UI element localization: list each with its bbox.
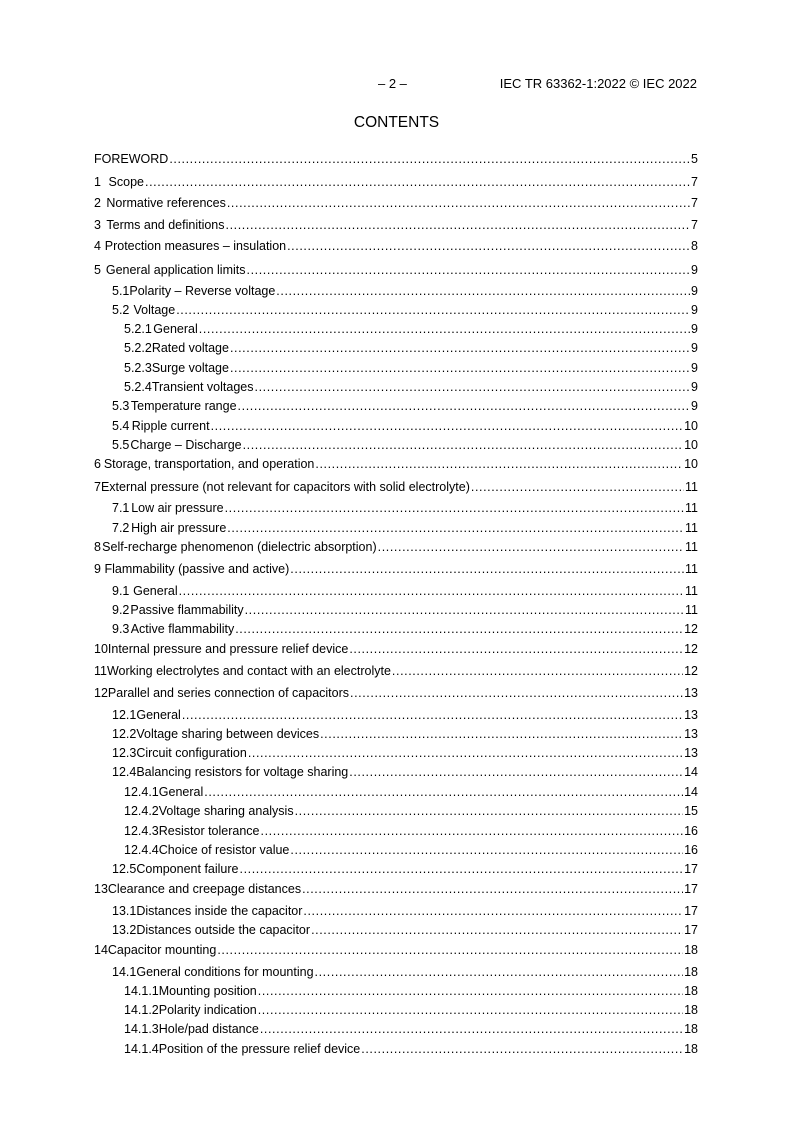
toc-dot-leader [471,480,684,494]
toc-entry[interactable] [94,559,698,576]
toc-entry-page: 10 [684,419,698,433]
toc-dot-leader [287,239,690,253]
toc-entry-page: 16 [684,843,698,857]
toc-entry[interactable] [94,358,698,375]
toc-dot-leader [211,419,684,433]
toc-entry-number: 7.1 [112,501,130,515]
toc-entry-page: 7 [691,175,698,189]
toc-entry-label: General conditions for mounting [136,965,314,979]
toc-entry-page: 12 [684,622,698,636]
toc-entry-number: 14.1.2 [124,1003,159,1017]
toc-entry-label: Component failure [136,862,239,876]
toc-entry[interactable] [94,193,698,210]
toc-dot-leader [378,540,684,554]
toc-entry[interactable] [94,743,698,760]
toc-entry-number: 5.2.4 [124,380,152,394]
toc-entry[interactable] [94,920,698,937]
toc-dot-leader [204,785,683,799]
toc-entry-page: 13 [684,746,698,760]
toc-entry-label: Polarity indication [158,1003,257,1017]
toc-dot-leader [145,175,690,189]
toc-dot-leader [248,746,683,760]
toc-dot-leader [245,603,684,617]
toc-entry[interactable] [94,683,698,700]
toc-entry-page: 18 [684,965,698,979]
toc-entry-page: 18 [684,1003,698,1017]
toc-entry-page: 17 [684,882,698,896]
toc-entry-label: Circuit configuration [136,746,247,760]
toc-entry-page: 18 [684,984,698,998]
toc-entry-number: 12.1 [112,708,137,722]
toc-entry-label: Polarity – Reverse voltage [129,284,276,298]
toc-entry-label: General [136,708,181,722]
toc-entry-label: Transient voltages [151,380,254,394]
toc-dot-leader [247,263,691,277]
toc-entry-number: 9.2 [112,603,130,617]
toc-entry[interactable] [94,619,698,636]
toc-entry-label: Resistor tolerance [158,824,260,838]
toc-entry-number: 11 [94,664,107,678]
toc-dot-leader [258,984,683,998]
toc-dot-leader [315,965,684,979]
toc-entry-page: 5 [691,152,698,166]
toc-entry-page: 17 [684,904,698,918]
toc-entry-label: Surge voltage [151,361,229,375]
toc-entry-label: Self-recharge phenomenon (dielectric absorption) [102,540,377,554]
toc-dot-leader [361,1042,683,1056]
toc-entry[interactable] [94,172,698,189]
toc-entry[interactable] [94,962,698,979]
toc-entry[interactable] [94,762,698,779]
toc-entry-label: Normative references [106,196,226,210]
toc-entry-label: General application limits [105,263,246,277]
toc-dot-leader [260,1022,683,1036]
toc-entry-page: 11 [685,540,698,554]
toc-entry-page: 11 [685,562,698,576]
toc-entry-label: Distances inside the capacitor [136,904,303,918]
toc-entry-number: 12.4.4 [124,843,159,857]
toc-dot-leader [350,686,683,700]
toc-entry[interactable] [94,281,698,298]
toc-dot-leader [276,284,690,298]
toc-entry-label: Voltage sharing analysis [158,804,294,818]
toc-dot-leader [227,196,690,210]
toc-dot-leader [255,380,691,394]
toc-entry[interactable] [94,724,698,741]
toc-entry[interactable] [94,537,698,554]
toc-entry-number: 9 [94,562,101,576]
toc-entry-page: 7 [691,196,698,210]
toc-entry-label: Protection measures – insulation [104,239,287,253]
toc-entry-number: 5.2.3 [124,361,152,375]
toc-dot-leader [199,322,690,336]
toc-entry-number: 4 [94,239,101,253]
toc-dot-leader [238,399,691,413]
toc-entry-label: Distances outside the capacitor [136,923,311,937]
toc-entry[interactable] [94,600,698,617]
toc-entry-page: 10 [684,457,698,471]
toc-entry-number: 14.1.4 [124,1042,159,1056]
toc-dot-leader [169,152,690,166]
toc-entry-page: 9 [691,303,698,317]
toc-entry-number: 10 [94,642,108,656]
toc-entry[interactable] [94,319,698,336]
toc-dot-leader [320,727,683,741]
toc-dot-leader [311,923,683,937]
toc-entry[interactable] [94,801,698,818]
toc-entry-number: 14.1.3 [124,1022,159,1036]
toc-entry-number: 5.4 [112,419,130,433]
toc-entry-label: Flammability (passive and active) [104,562,290,576]
toc-entry-number: 8 [94,540,101,554]
toc-entry-page: 9 [691,263,698,277]
toc-entry[interactable] [94,518,698,535]
toc-entry-number: 12.3 [112,746,137,760]
toc-entry-page: 9 [691,361,698,375]
toc-entry-label: External pressure (not relevant for capacitors with solid electrolyte) [100,480,470,494]
toc-entry-label: Passive flammability [130,603,244,617]
toc-dot-leader [230,341,690,355]
toc-entry-number: 12 [94,686,108,700]
toc-dot-leader [225,501,684,515]
toc-entry[interactable] [94,661,698,678]
toc-entry-number: 3 [94,218,101,232]
toc-dot-leader [258,1003,683,1017]
toc-entry-number: 5.1 [112,284,130,298]
toc-entry[interactable] [94,581,698,598]
toc-entry-label: Low air pressure [131,501,224,515]
toc-entry-number: 5.5 [112,438,130,452]
toc-entry-number: 13.2 [112,923,137,937]
toc-dot-leader [315,457,683,471]
toc-entry-label: General [153,322,198,336]
toc-entry-label: Terms and definitions [106,218,225,232]
toc-dot-leader [240,862,684,876]
toc-entry[interactable] [94,338,698,355]
toc-entry-label: Rated voltage [151,341,229,355]
toc-entry[interactable] [94,215,698,232]
toc-entry-label: Mounting position [158,984,257,998]
toc-dot-leader [392,664,683,678]
toc-entry-page: 13 [684,727,698,741]
toc-entry-label: Working electrolytes and contact with an electrolyte [106,664,391,678]
toc-entry-label: Parallel and series connection of capacitors [107,686,350,700]
toc-entry[interactable] [94,901,698,918]
toc-entry-page: 12 [684,664,698,678]
toc-entry-page: 16 [684,824,698,838]
toc-entry-number: 14 [94,943,108,957]
toc-entry-label: General [158,785,204,799]
toc-entry[interactable] [94,782,698,799]
toc-dot-leader [243,438,684,452]
toc-entry-number: 5.2.2 [124,341,152,355]
toc-entry-number: 5.3 [112,399,130,413]
toc-dot-leader [226,218,691,232]
toc-entry-number: 9.3 [112,622,130,636]
toc-entry-number: 12.5 [112,862,137,876]
toc-entry[interactable] [94,454,698,471]
toc-entry-label: Ripple current [131,419,210,433]
toc-entry-number: 7.2 [112,521,130,535]
toc-entry-label: Charge – Discharge [130,438,242,452]
toc-entry-number: 2 [94,196,101,210]
toc-entry-page: 11 [685,521,698,535]
toc-entry-page: 11 [685,584,698,598]
toc-entry-number: 6 [94,457,101,471]
toc-entry-number: 12.4.3 [124,824,159,838]
toc-entry-label: Voltage [133,303,176,317]
toc-dot-leader [235,622,683,636]
toc-entry-label: Clearance and creepage distances [107,882,302,896]
toc-entry-label: General [133,584,178,598]
toc-entry-number: 1 [94,175,101,189]
toc-entry[interactable] [94,705,698,722]
toc-entry-number: 5.2 [112,303,130,317]
toc-entry-page: 8 [691,239,698,253]
toc-entry-number: 13.1 [112,904,137,918]
toc-entry[interactable] [94,821,698,838]
toc-dot-leader [302,882,683,896]
toc-entry-page: 14 [684,765,698,779]
toc-entry[interactable] [94,260,698,277]
toc-entry[interactable] [94,149,698,166]
page-number: – 2 – [378,76,407,91]
standard-reference: IEC TR 63362-1:2022 © IEC 2022 [499,76,697,91]
toc-entry-label: High air pressure [131,521,227,535]
toc-entry[interactable] [94,236,698,253]
toc-entry-number: 14.1.1 [124,984,159,998]
toc-entry-label: Active flammability [130,622,235,636]
toc-entry-page: 17 [684,862,698,876]
toc-dot-leader [227,521,684,535]
toc-entry-page: 9 [691,380,698,394]
toc-entry-label: Voltage sharing between devices [136,727,320,741]
toc-entry-page: 9 [691,341,698,355]
toc-entry[interactable] [94,940,698,957]
toc-entry-label: FOREWORD [94,152,169,166]
toc-entry-page: 13 [684,686,698,700]
toc-dot-leader [176,303,690,317]
toc-entry-number: 12.4.1 [124,785,159,799]
toc-entry-page: 11 [685,501,698,515]
toc-dot-leader [182,708,683,722]
toc-entry[interactable] [94,416,698,433]
toc-dot-leader [179,584,684,598]
toc-entry-label: Position of the pressure relief device [158,1042,361,1056]
toc-entry-number: 12.4.2 [124,804,159,818]
toc-entry-page: 18 [684,1042,698,1056]
toc-entry-page: 18 [684,1022,698,1036]
toc-entry[interactable] [94,435,698,452]
toc-entry[interactable] [94,840,698,857]
toc-entry-page: 9 [691,322,698,336]
toc-entry-page: 12 [684,642,698,656]
toc-entry[interactable] [94,981,698,998]
toc-dot-leader [290,562,684,576]
toc-entry-page: 13 [684,708,698,722]
toc-entry-page: 15 [684,804,698,818]
toc-entry[interactable] [94,639,698,656]
toc-entry[interactable] [94,859,698,876]
toc-dot-leader [217,943,683,957]
toc-entry[interactable] [94,477,698,494]
toc-entry-label: Balancing resistors for voltage sharing [136,765,349,779]
toc-dot-leader [261,824,684,838]
toc-entry-page: 11 [685,603,698,617]
toc-entry-page: 9 [691,399,698,413]
toc-entry[interactable] [94,1000,698,1017]
toc-dot-leader [230,361,690,375]
toc-entry-label: Scope [108,175,144,189]
toc-entry-label: Internal pressure and pressure relief device [107,642,349,656]
toc-dot-leader [349,642,683,656]
toc-entry[interactable] [94,498,698,515]
toc-entry[interactable] [94,396,698,413]
toc-entry-number: 7 [94,480,101,494]
toc-entry-label: Temperature range [130,399,237,413]
toc-entry[interactable] [94,879,698,896]
toc-dot-leader [295,804,684,818]
toc-entry[interactable] [94,377,698,394]
toc-entry-page: 14 [684,785,698,799]
toc-entry-number: 14.1 [112,965,137,979]
toc-entry-number: 5.2.1 [124,322,152,336]
toc-dot-leader [303,904,683,918]
toc-entry-number: 12.4 [112,765,137,779]
toc-entry-page: 18 [684,943,698,957]
toc-entry-label: Capacitor mounting [107,943,217,957]
toc-entry-number: 12.2 [112,727,137,741]
toc-entry-label: Choice of resistor value [158,843,290,857]
toc-entry-label: Hole/pad distance [158,1022,259,1036]
toc-entry[interactable] [94,1039,698,1056]
toc-entry-number: 5 [94,263,101,277]
toc-dot-leader [349,765,683,779]
toc-dot-leader [290,843,683,857]
toc-entry-page: 7 [691,218,698,232]
toc-entry[interactable] [94,300,698,317]
toc-entry-page: 17 [684,923,698,937]
toc-entry[interactable] [94,1019,698,1036]
toc-entry-number: 13 [94,882,108,896]
toc-entry-label: Storage, transportation, and operation [103,457,315,471]
toc-entry-page: 11 [685,480,698,494]
toc-entry-page: 9 [691,284,698,298]
toc-entry-number: 9.1 [112,584,130,598]
toc-entry-page: 10 [684,438,698,452]
page-title: CONTENTS [353,114,440,131]
